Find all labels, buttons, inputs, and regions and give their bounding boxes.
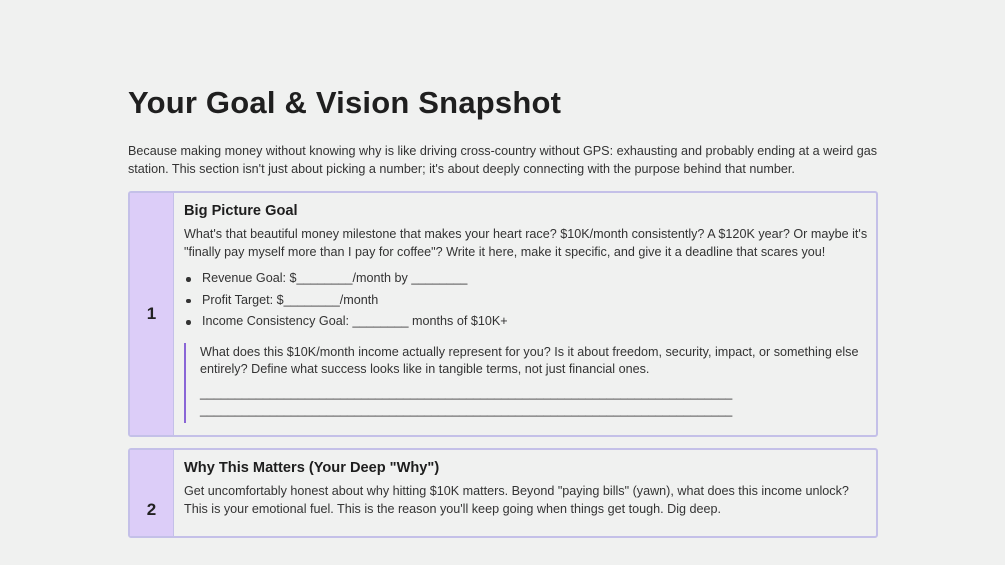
section-description: Get uncomfortably honest about why hitting $10K matters. Beyond "paying bills" (yawn), what does this income unlock? This is your emotional fuel. This is the reason you'll keep going when things get tough. Dig deep.: [184, 484, 849, 516]
page-title: Your Goal & Vision Snapshot: [128, 85, 562, 120]
list-item-income-consistency: Income Consistency Goal: ________ months of $10K+: [184, 311, 870, 333]
blank-line: ____________________________________________________________________________: [200, 385, 733, 400]
reflection-prompt: What does this $10K/month income actually represent for you? Is it about freedom, security, impact, or something else entirely? Define what success looks like in tangible terms, not just financial ones.: [200, 344, 859, 376]
section-card-why-this-matters: [128, 448, 878, 538]
document-page: [128, 0, 878, 519]
blank-line: ____________________________________________________________________________: [200, 402, 733, 417]
list-item-profit-target: Profit Target: $________/month: [184, 290, 870, 312]
section-heading: Big Picture Goal: [184, 203, 298, 219]
reflection-quote: [184, 343, 870, 423]
section-heading: Why This Matters (Your Deep "Why"): [184, 460, 440, 476]
section-description: What's that beautiful money milestone that makes your heart race? $10K/month consistently? A $120K year? Or maybe it's "finally pay myself more than I pay for coffee"? Write it here, make it specific, and give it a deadline that scares you!: [184, 227, 868, 259]
intro-paragraph: Because making money without knowing why is like driving cross-country without GPS: exhausting and probably ending at a weird gas station. This section isn't just about picking a number; it's about deeply connecting with the purpose behind that number.: [128, 144, 878, 176]
goal-list: [184, 268, 870, 333]
section-number-column: [130, 450, 174, 536]
list-item-revenue-goal: Revenue Goal: $________/month by ________: [184, 268, 870, 290]
section-card-big-picture-goal: [128, 191, 878, 437]
section-content: [184, 460, 870, 518]
section-number: 1: [146, 304, 157, 323]
section-number: 2: [146, 500, 157, 519]
section-content: [184, 203, 870, 423]
section-number-column: [130, 193, 174, 435]
